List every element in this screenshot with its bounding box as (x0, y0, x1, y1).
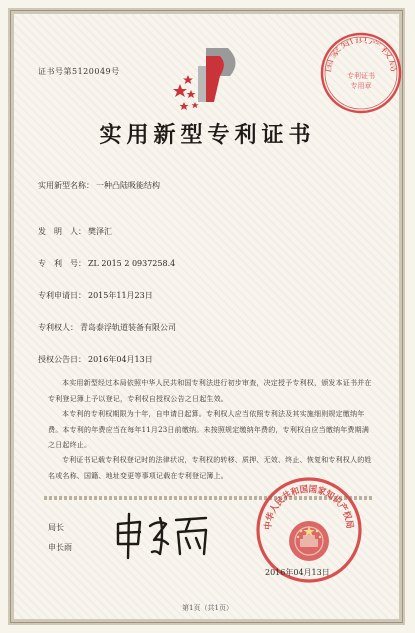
field-patent-number (38, 258, 175, 269)
svg-text:专利证书: 专利证书 (347, 72, 375, 80)
field-label: 专利权人： (38, 323, 78, 332)
field-value: ZL 2015 2 0937258.4 (88, 259, 176, 268)
field-label: 专利申请日： (38, 291, 86, 300)
svg-text:专用章: 专用章 (350, 82, 372, 90)
field-value: 樊泽汇 (88, 227, 112, 236)
field-patentee (38, 322, 176, 333)
signatory-title: 局长 (48, 523, 64, 532)
signatory-name: 申长雨 (48, 543, 72, 552)
svg-text:中华人民共和国国家知识产权局: 中华人民共和国国家知识产权局 (263, 484, 355, 531)
svg-text:国家知识产权局: 国家知识产权局 (324, 36, 397, 74)
body-paragraph-3: 专利证书记载专利权登记时的法律状况，专利权的转移、质押、无效、终止、恢复和专利权人的姓名或名称、国籍、地址变更等事项记载在专利登记簿上。 (48, 456, 372, 480)
top-seal (318, 30, 404, 116)
certificate-title: 实用新型专利证书 (99, 122, 316, 148)
field-grant-date (38, 354, 153, 365)
field-inventor (38, 226, 112, 237)
field-label: 授权公告日： (38, 355, 86, 364)
field-filing-date (38, 290, 153, 301)
field-value: 青岛泰浮轨道装备有限公司 (80, 323, 176, 332)
certificate-number: 证书号第5120049号 (38, 67, 120, 76)
field-value: 2016年04月13日 (88, 355, 153, 364)
field-value: 一种凸陆吸能结构 (96, 181, 160, 190)
field-label: 发 明 人： (38, 227, 86, 236)
field-utility-model-name (38, 180, 160, 191)
field-value: 2015年11月23日 (88, 291, 153, 300)
field-label: 实用新型名称： (38, 181, 94, 190)
national-emblem-icon (289, 521, 329, 561)
field-label: 专 利 号： (38, 259, 86, 268)
page-footer: 第1页（共1页） (182, 604, 233, 612)
handwritten-signature (110, 510, 220, 562)
body-paragraph-1: 本实用新型经过本局依照中华人民共和国专利法进行初步审查，决定授予专利权，颁发本证书并在专利登记簿上予以登记，专利权自授权公告之日起生效。 (48, 379, 372, 403)
issue-date: 2016年04月13日 (265, 568, 330, 577)
body-paragraph-2: 本专利的专利权期限为十年，自申请日起算。专利权人应当依照专利法及其实施细则规定缴纳年费。本专利的年费应当在每年11月23日前缴纳。未按照规定缴纳年费的，专利权自应当缴纳年费期满之日起终止。 (48, 410, 370, 449)
patent-office-emblem-icon (170, 42, 250, 114)
